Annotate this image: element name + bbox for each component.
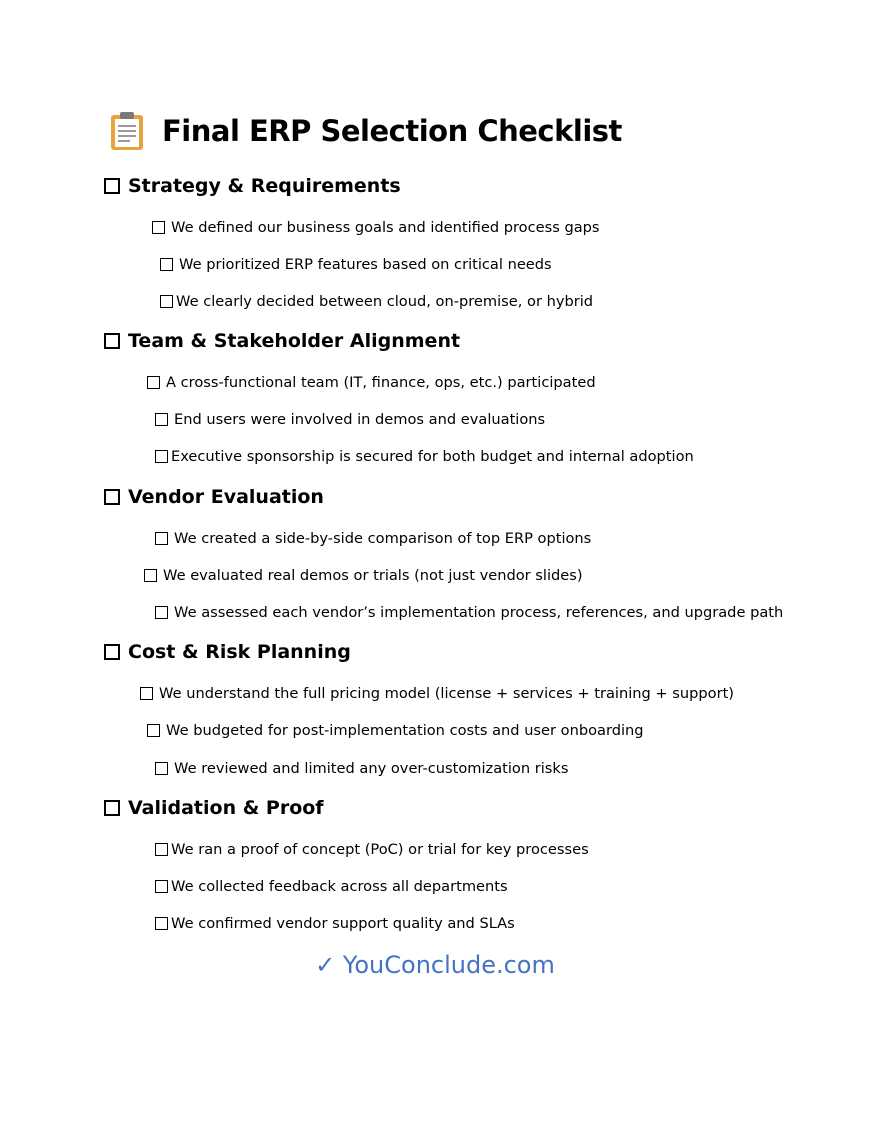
checkbox-icon[interactable] — [160, 295, 173, 308]
checklist-item-label: We confirmed vendor support quality and SLAs — [171, 914, 515, 932]
checklist-item — [147, 371, 596, 393]
section-heading-validation — [104, 795, 324, 821]
checklist-item — [155, 757, 568, 779]
title-row — [108, 109, 622, 153]
section-heading-label: Strategy & Requirements — [128, 175, 401, 197]
checklist-item-label: We defined our business goals and identified process gaps — [171, 218, 600, 236]
checklist-item — [155, 912, 515, 934]
section-heading-cost — [104, 639, 351, 665]
clipboard-icon — [108, 110, 146, 152]
checkbox-icon[interactable] — [155, 413, 168, 426]
checklist-item — [155, 445, 694, 467]
checkbox-icon[interactable] — [155, 450, 168, 463]
checklist-item — [160, 253, 552, 275]
checklist-item-label: A cross-functional team (IT, finance, ops, etc.) participated — [166, 373, 596, 391]
checklist-item — [155, 527, 591, 549]
checklist-item — [152, 216, 600, 238]
checkbox-icon[interactable] — [147, 724, 160, 737]
checkbox-icon[interactable] — [144, 569, 157, 582]
checklist-item-label: We reviewed and limited any over-customization risks — [174, 759, 569, 777]
checklist-item-label: Executive sponsorship is secured for both budget and internal adoption — [171, 447, 694, 465]
checklist-item — [155, 601, 783, 623]
checkbox-icon[interactable] — [104, 644, 120, 660]
checklist-item — [155, 838, 589, 860]
checklist-item — [155, 875, 508, 897]
checkbox-icon[interactable] — [155, 532, 168, 545]
checklist-item — [144, 564, 583, 586]
checkbox-icon[interactable] — [155, 843, 168, 856]
checklist-item-label: We clearly decided between cloud, on-premise, or hybrid — [176, 292, 594, 310]
checkbox-icon[interactable] — [155, 762, 168, 775]
checkbox-icon[interactable] — [104, 178, 120, 194]
checkbox-icon[interactable] — [160, 258, 173, 271]
section-heading-label: Vendor Evaluation — [128, 486, 324, 508]
page-title: Final ERP Selection Checklist — [162, 114, 622, 148]
checkbox-icon[interactable] — [104, 333, 120, 349]
checklist-item — [147, 719, 644, 741]
checklist-item — [160, 290, 593, 312]
section-heading-strategy — [104, 173, 401, 199]
section-heading-label: Team & Stakeholder Alignment — [128, 330, 461, 352]
section-heading-vendor — [104, 484, 324, 510]
checklist-item — [140, 682, 734, 704]
checklist-item-label: End users were involved in demos and evaluations — [174, 410, 546, 428]
checklist-item-label: We collected feedback across all departments — [171, 877, 508, 895]
checklist-item-label: We assessed each vendor’s implementation process, references, and upgrade path — [174, 603, 784, 621]
checklist-item-label: We understand the full pricing model (license + services + training + support) — [159, 684, 734, 702]
checkbox-icon[interactable] — [147, 376, 160, 389]
section-heading-label: Validation & Proof — [128, 797, 324, 819]
checkbox-icon[interactable] — [152, 221, 165, 234]
checklist-item-label: We ran a proof of concept (PoC) or trial for key processes — [171, 840, 589, 858]
checkbox-icon[interactable] — [140, 687, 153, 700]
checkbox-icon[interactable] — [104, 800, 120, 816]
checkbox-icon[interactable] — [104, 489, 120, 505]
checkbox-icon[interactable] — [155, 606, 168, 619]
checkbox-icon[interactable] — [155, 917, 168, 930]
checklist-item-label: We budgeted for post-implementation costs and user onboarding — [166, 721, 644, 739]
footer-brand-link[interactable]: ✓ YouConclude.com — [315, 951, 555, 979]
section-heading-label: Cost & Risk Planning — [128, 641, 351, 663]
section-heading-team — [104, 328, 460, 354]
checklist-item-label: We created a side-by-side comparison of top ERP options — [174, 529, 592, 547]
checklist-item — [155, 408, 545, 430]
checklist-item-label: We prioritized ERP features based on critical needs — [179, 255, 552, 273]
checklist-item-label: We evaluated real demos or trials (not just vendor slides) — [163, 566, 583, 584]
checkbox-icon[interactable] — [155, 880, 168, 893]
